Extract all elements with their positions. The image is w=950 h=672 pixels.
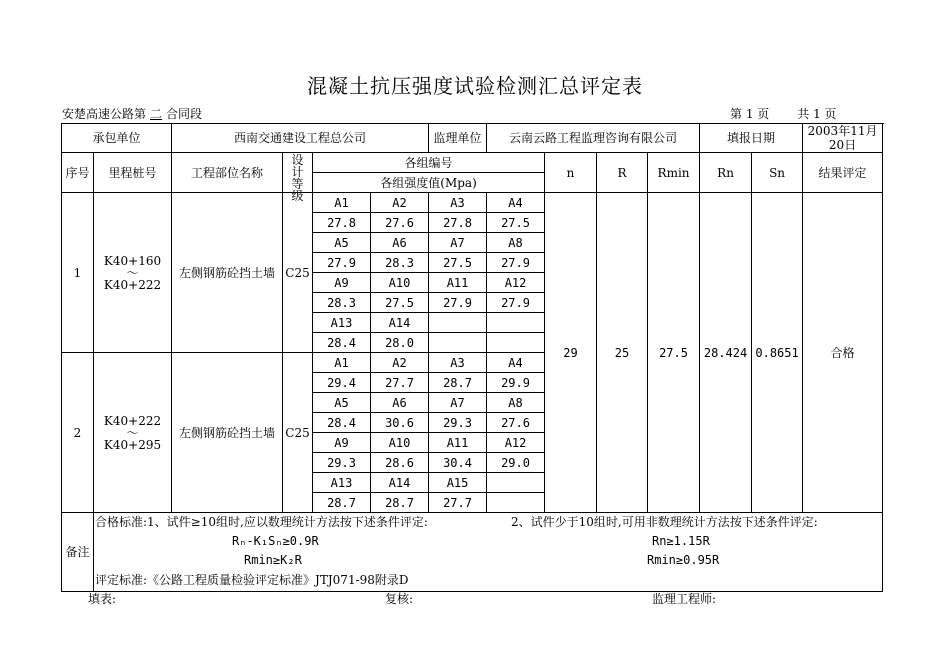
- header-grade: 设计等级: [283, 153, 313, 193]
- strength-value-cell: 29.0: [487, 453, 545, 473]
- group-id-cell: A11: [429, 433, 487, 453]
- header-location: 工程部位名称: [172, 153, 283, 193]
- group-id-cell: A3: [429, 353, 487, 373]
- remarks-body: [94, 513, 883, 592]
- group-id-cell: A4: [487, 353, 545, 373]
- engineer-label: 监理工程师:: [652, 592, 717, 606]
- strength-value-cell: 28.7: [371, 493, 429, 513]
- project-suffix: 合同段: [166, 107, 203, 121]
- mileage-mileage-start: K40+160: [103, 253, 162, 268]
- mileage-tilde: ～: [126, 265, 139, 280]
- grade-cell: C25: [283, 353, 313, 513]
- strength-value-cell: 28.4: [313, 413, 371, 433]
- summary-r: 25: [597, 193, 648, 513]
- summary-result: 合格: [803, 193, 883, 513]
- date-label: 填报日期: [700, 124, 803, 153]
- reviewer-label: 复核:: [385, 592, 414, 606]
- strength-value-cell: 28.3: [313, 293, 371, 313]
- project-section: 二: [150, 107, 163, 121]
- group-id-cell: A6: [371, 233, 429, 253]
- mileage-mileage-end: K40+222: [103, 277, 162, 292]
- header-group-no: 各组编号: [313, 153, 545, 173]
- strength-value-cell: 28.4: [313, 333, 371, 353]
- table-row: [62, 193, 883, 213]
- group-id-cell: A10: [371, 433, 429, 453]
- page-total: 共 1 页: [797, 107, 837, 121]
- grade-cell: C25: [283, 193, 313, 353]
- strength-value-cell: 29.3: [429, 413, 487, 433]
- location-cell: 左侧钢筋砼挡土墙: [172, 193, 283, 353]
- summary-sn: 0.8651: [752, 193, 803, 513]
- group-id-cell: A13: [313, 313, 371, 333]
- summary-n: 29: [545, 193, 597, 513]
- contractor-value: 西南交通建设工程总公司: [172, 124, 429, 153]
- group-id-cell: A8: [487, 233, 545, 253]
- formula-nonstat-2: Rmin≥0.95R: [647, 553, 720, 567]
- header-group-strength: 各组强度值(Mpa): [313, 173, 545, 193]
- group-id-cell: A15: [429, 473, 487, 493]
- supervisor-label: 监理单位: [429, 124, 487, 153]
- strength-value-cell: 28.3: [371, 253, 429, 273]
- header-seq: 序号: [62, 153, 94, 193]
- project-name: [62, 105, 202, 122]
- strength-value-cell: 27.6: [487, 413, 545, 433]
- group-id-cell: A11: [429, 273, 487, 293]
- group-id-cell: A12: [487, 433, 545, 453]
- strength-value-cell: [487, 493, 545, 513]
- group-id-cell: A9: [313, 433, 371, 453]
- formula-nonstat-1: Rn≥1.15R: [652, 534, 710, 548]
- summary-table: [61, 123, 883, 592]
- strength-value-cell: 30.4: [429, 453, 487, 473]
- strength-value-cell: 28.6: [371, 453, 429, 473]
- header-n: n: [545, 153, 597, 193]
- header-result: 结果评定: [803, 153, 883, 193]
- group-id-cell: A13: [313, 473, 371, 493]
- mileage-mileage-start: K40+222: [103, 413, 162, 428]
- group-id-cell: A5: [313, 233, 371, 253]
- strength-value-cell: 27.9: [487, 253, 545, 273]
- criteria-1-text: 合格标准:1、试件≥10组时,应以数理统计方法按下述条件评定:: [95, 515, 428, 529]
- group-id-cell: A3: [429, 193, 487, 213]
- group-id-cell: A6: [371, 393, 429, 413]
- header-rmin: Rmin: [648, 153, 700, 193]
- group-id-cell: A14: [371, 473, 429, 493]
- group-id-cell: A2: [371, 353, 429, 373]
- strength-value-cell: 28.0: [371, 333, 429, 353]
- info-row: [62, 124, 883, 153]
- group-id-cell: A1: [313, 353, 371, 373]
- group-id-cell: A4: [487, 193, 545, 213]
- mileage-cell: [94, 193, 172, 353]
- strength-value-cell: 27.7: [371, 373, 429, 393]
- criteria-2-text: 2、试件少于10组时,可用非数理统计方法按下述条件评定:: [511, 515, 818, 529]
- formula-stat-1: Rₙ-K₁Sₙ≥0.9R: [232, 534, 319, 548]
- strength-value-cell: 27.7: [429, 493, 487, 513]
- strength-value-cell: 27.5: [371, 293, 429, 313]
- group-id-cell: A7: [429, 393, 487, 413]
- location-cell: 左侧钢筋砼挡土墙: [172, 353, 283, 513]
- summary-rmin: 27.5: [648, 193, 700, 513]
- header-rn: Rn: [700, 153, 752, 193]
- strength-value-cell: [487, 333, 545, 353]
- mileage-mileage-end: K40+295: [103, 437, 162, 452]
- strength-value-cell: 27.5: [429, 253, 487, 273]
- strength-value-cell: 29.3: [313, 453, 371, 473]
- strength-value-cell: 30.6: [371, 413, 429, 433]
- group-id-cell: A12: [487, 273, 545, 293]
- project-prefix: 安楚高速公路第: [62, 107, 147, 121]
- group-id-cell: A1: [313, 193, 371, 213]
- page-number: 第 1 页: [730, 107, 770, 121]
- strength-value-cell: 28.7: [429, 373, 487, 393]
- date-value: 2003年11月20日: [803, 124, 883, 153]
- strength-value-cell: 29.9: [487, 373, 545, 393]
- seq-cell: 1: [62, 193, 94, 353]
- group-id-cell: A8: [487, 393, 545, 413]
- header-mileage: 里程桩号: [94, 153, 172, 193]
- group-id-cell: [429, 313, 487, 333]
- group-id-cell: [487, 473, 545, 493]
- mileage-cell: [94, 353, 172, 513]
- contractor-label: 承包单位: [62, 124, 172, 153]
- strength-value-cell: 27.9: [429, 293, 487, 313]
- strength-value-cell: 27.5: [487, 213, 545, 233]
- filler-label: 填表:: [88, 592, 117, 606]
- strength-value-cell: 27.8: [429, 213, 487, 233]
- strength-value-cell: 27.9: [313, 253, 371, 273]
- header-r: R: [597, 153, 648, 193]
- page-title: 混凝土抗压强度试验检测汇总评定表: [307, 74, 643, 98]
- supervisor-value: 云南云路工程监理咨询有限公司: [487, 124, 700, 153]
- group-id-cell: A9: [313, 273, 371, 293]
- strength-value-cell: 28.7: [313, 493, 371, 513]
- strength-value-cell: 27.8: [313, 213, 371, 233]
- evaluation-standard-text: 评定标准:《公路工程质量检验评定标准》JTJ071-98附录D: [95, 573, 409, 587]
- group-id-cell: A2: [371, 193, 429, 213]
- group-id-cell: A7: [429, 233, 487, 253]
- header-sn: Sn: [752, 153, 803, 193]
- formula-stat-2: Rmin≥K₂R: [244, 553, 302, 567]
- seq-cell: 2: [62, 353, 94, 513]
- group-id-cell: A14: [371, 313, 429, 333]
- group-id-cell: A5: [313, 393, 371, 413]
- strength-value-cell: 27.6: [371, 213, 429, 233]
- strength-value-cell: 27.9: [487, 293, 545, 313]
- strength-value-cell: [429, 333, 487, 353]
- group-id-cell: [487, 313, 545, 333]
- summary-rn: 28.424: [700, 193, 752, 513]
- remarks-label: 备注: [62, 513, 94, 592]
- mileage-tilde: ～: [126, 425, 139, 440]
- remarks-row: [62, 513, 883, 592]
- header-row-1: [62, 153, 883, 173]
- page-info: [730, 105, 837, 122]
- group-id-cell: A10: [371, 273, 429, 293]
- strength-value-cell: 29.4: [313, 373, 371, 393]
